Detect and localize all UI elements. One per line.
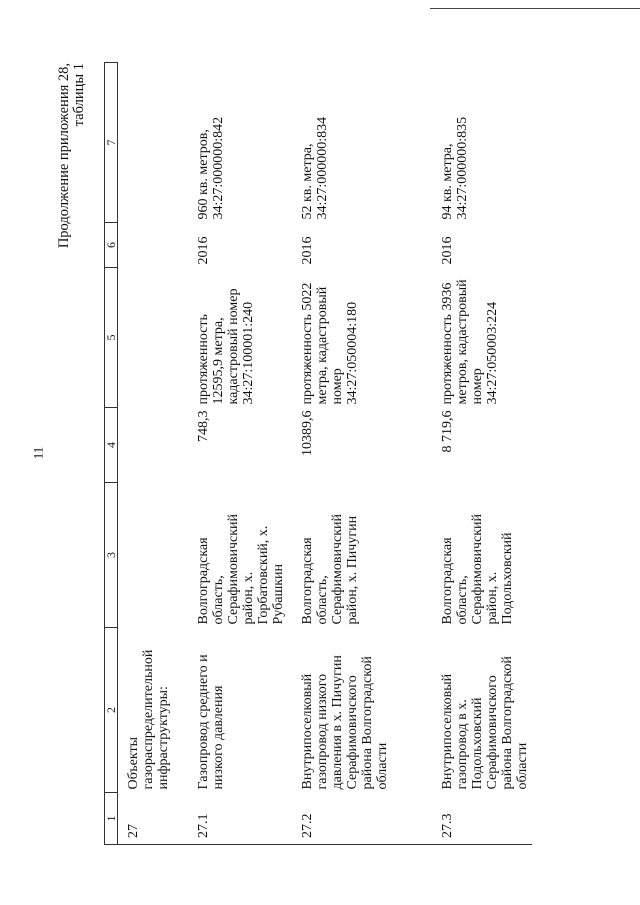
object-year: 2016 (299, 236, 315, 265)
object-value: 10389,6 (299, 410, 315, 456)
header-col-3: 3 (105, 483, 118, 628)
table-row (118, 63, 188, 845)
object-characteristic: протяженность 3936 метров, кадастровый номер 34:27:050003:224 (439, 279, 500, 405)
table-row (432, 63, 532, 845)
header-row (105, 63, 118, 845)
object-area: 960 кв. метров, 34:27:000000:842 (195, 116, 226, 220)
object-name: Внутрипоселковый газопровод в х. Подольховский Серафимовичского района Волгоградской области (439, 656, 530, 790)
object-location: Волгоградская область, Серафимовичский район, х. Пичугин (299, 513, 360, 625)
row-number: 27.1 (188, 793, 292, 845)
top-rule (430, 8, 640, 9)
object-value: 8 719,6 (439, 410, 455, 453)
object-characteristic: протяженность 12595,9 метра, кадастровый номер 34:27:100001:240 (195, 288, 256, 405)
object-location: Волгоградская область, Серафимовичский район, х. Горбатовский, х. Рубашкин (195, 513, 286, 625)
header-col-2: 2 (105, 628, 118, 793)
object-name: Внутрипоселковый газопровод низкого давления в х. Пичугин Серафимовичского района Волгоградской области (299, 655, 390, 790)
caption-line-1: Продолжение приложения 28, (56, 63, 72, 249)
object-location: Волгоградская область, Серафимовичский район, х. Подольховский (439, 513, 515, 625)
object-year: 2016 (195, 236, 211, 265)
caption-line-2: таблицы 1 (71, 63, 87, 127)
object-characteristic (118, 268, 188, 408)
table-row (188, 63, 292, 845)
header-col-5: 5 (105, 268, 118, 408)
header-col-6: 6 (105, 223, 118, 268)
header-col-4: 4 (105, 408, 118, 483)
object-year (118, 223, 188, 268)
objects-table (104, 62, 532, 845)
object-area (118, 63, 188, 223)
rotated-page-content (56, 61, 530, 845)
object-characteristic: протяженность 5022 метра, кадастровый номер 34:27:050004:180 (299, 282, 360, 405)
header-col-7: 7 (105, 63, 118, 223)
object-area: 94 кв. метра, 34:27:000000:835 (439, 116, 470, 220)
row-number: 27 (118, 793, 188, 845)
header-col-1: 1 (105, 793, 118, 845)
row-number: 27.2 (292, 793, 432, 845)
object-area: 52 кв. метра, 34:27:000000:834 (299, 116, 330, 220)
object-location (118, 483, 188, 628)
object-year: 2016 (439, 236, 455, 265)
object-value: 748,3 (195, 410, 211, 442)
table-caption (57, 63, 87, 248)
row-number: 27.3 (432, 793, 532, 845)
object-name: Объекты газораспределительной инфраструктуры: (126, 649, 171, 790)
object-name: Газопровод среднего и низкого давления (195, 654, 226, 790)
table-row (292, 63, 432, 845)
page-number: 11 (30, 446, 46, 460)
object-value (118, 408, 188, 483)
